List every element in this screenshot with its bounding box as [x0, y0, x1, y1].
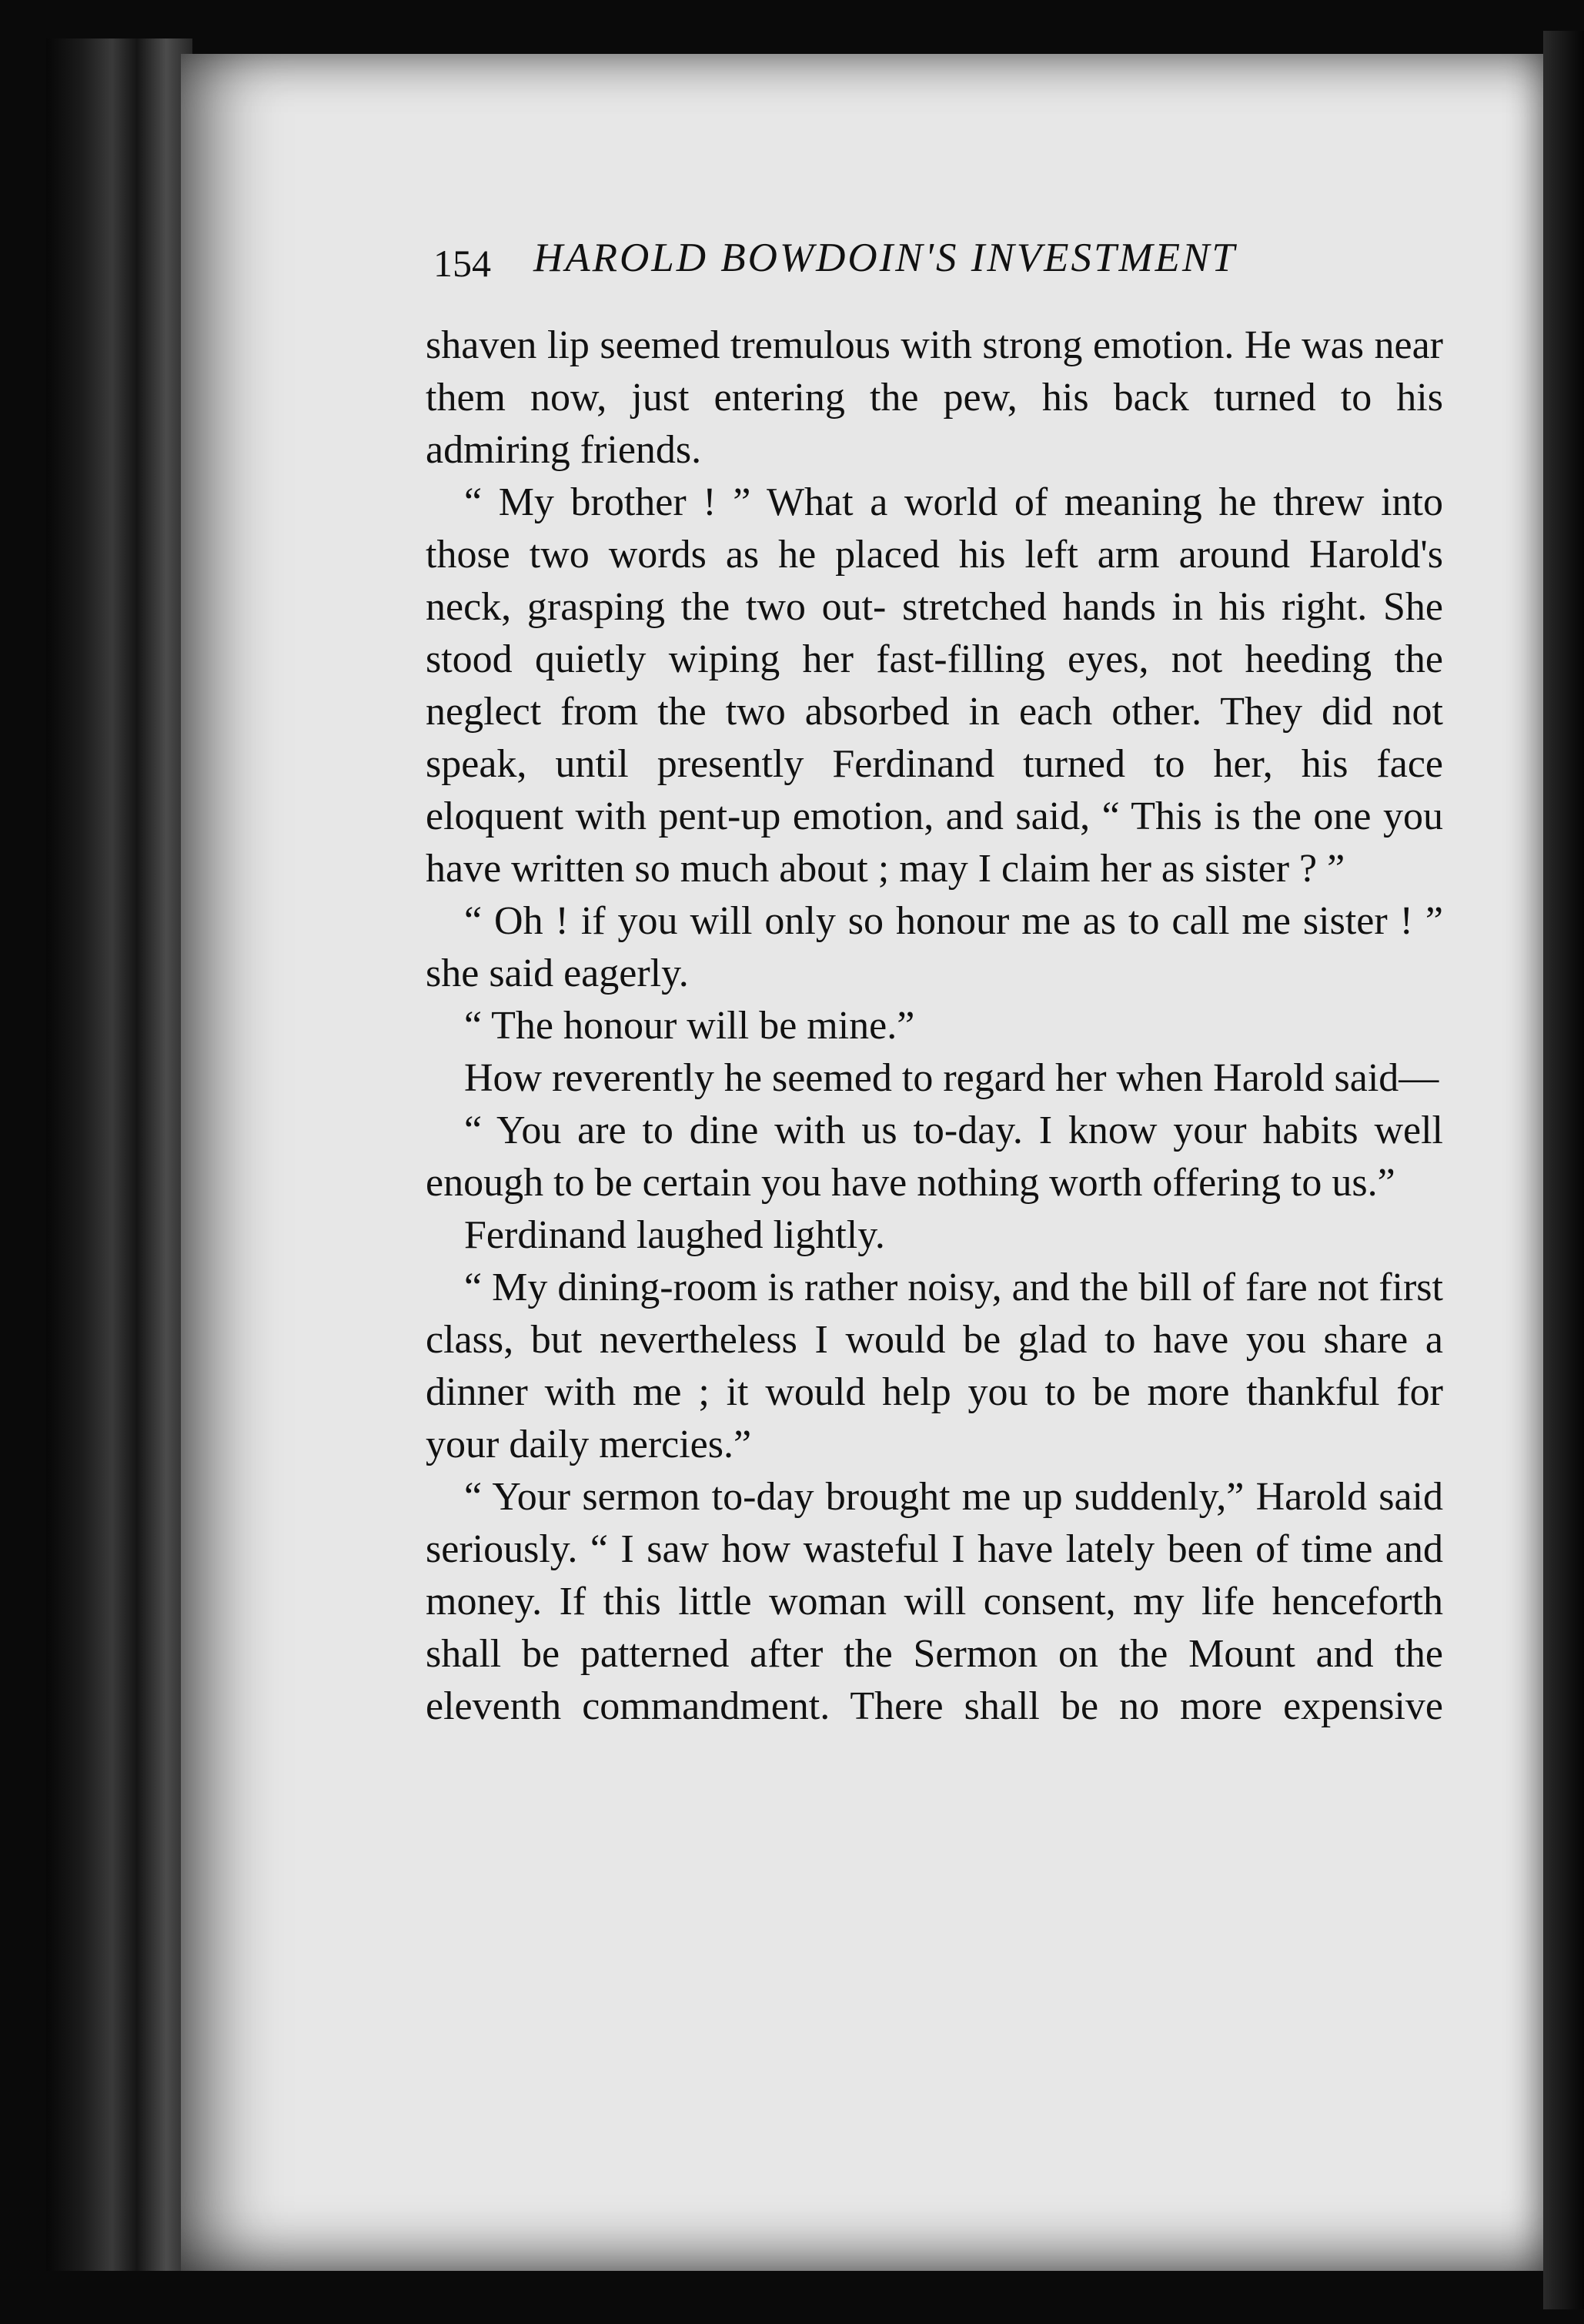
paragraph: “ My dining-room is rather noisy, and the bill of fare not first class, but nevertheless I would be glad to have you share a dinner with me ; it would help you to be more thankful for your daily mercies.”: [426, 1266, 1443, 1466]
scan-right-edge: [1543, 31, 1584, 2309]
paragraph: “ The honour will be mine.”: [464, 1004, 915, 1048]
paragraph: “ Oh ! if you will only so honour me as to call me sister ! ” she said eagerly.: [426, 899, 1443, 995]
book-spine: [46, 38, 192, 2271]
paragraph: How reverently he seemed to regard her when Harold said—: [464, 1056, 1439, 1100]
paragraph: “ My brother ! ” What a world of meaning he threw into those two words as he placed his left arm around Harold's neck, grasping the two out- stretched hands in his right. She stood quietly wiping her fast-filling eyes, not heeding the neglect from the two absorbed in each other. They did not speak, until presently Ferdinand turned to her, his face eloquent with pent-up emotion, and said, “ This is the one you have written so much about ; may I claim her as sister ? ”: [426, 480, 1443, 891]
page-number: 154: [433, 242, 491, 285]
paragraph: Ferdinand laughed lightly.: [464, 1213, 885, 1257]
paragraph: “ You are to dine with us to-day. I know your habits well enough to be certain you have nothing worth offering to us.”: [426, 1108, 1443, 1205]
running-header: [433, 235, 1326, 296]
paragraph-continuation: shaven lip seemed tremulous with strong emotion. He was near them now, just entering the pew, his back turned to his admiring friends.: [426, 323, 1443, 472]
body-text: [426, 319, 1443, 1733]
paragraph-continues: “ Your sermon to-day brought me up suddenly,” Harold said seriously. “ I saw how wasteful I have lately been of time and money. If this little woman will consent, my life henceforth shall be patterned after the Sermon on the Mount and the eleventh commandment. There shall be no more expensive: [426, 1475, 1443, 1728]
running-title: HAROLD BOWDOIN'S INVESTMENT: [533, 236, 1237, 280]
